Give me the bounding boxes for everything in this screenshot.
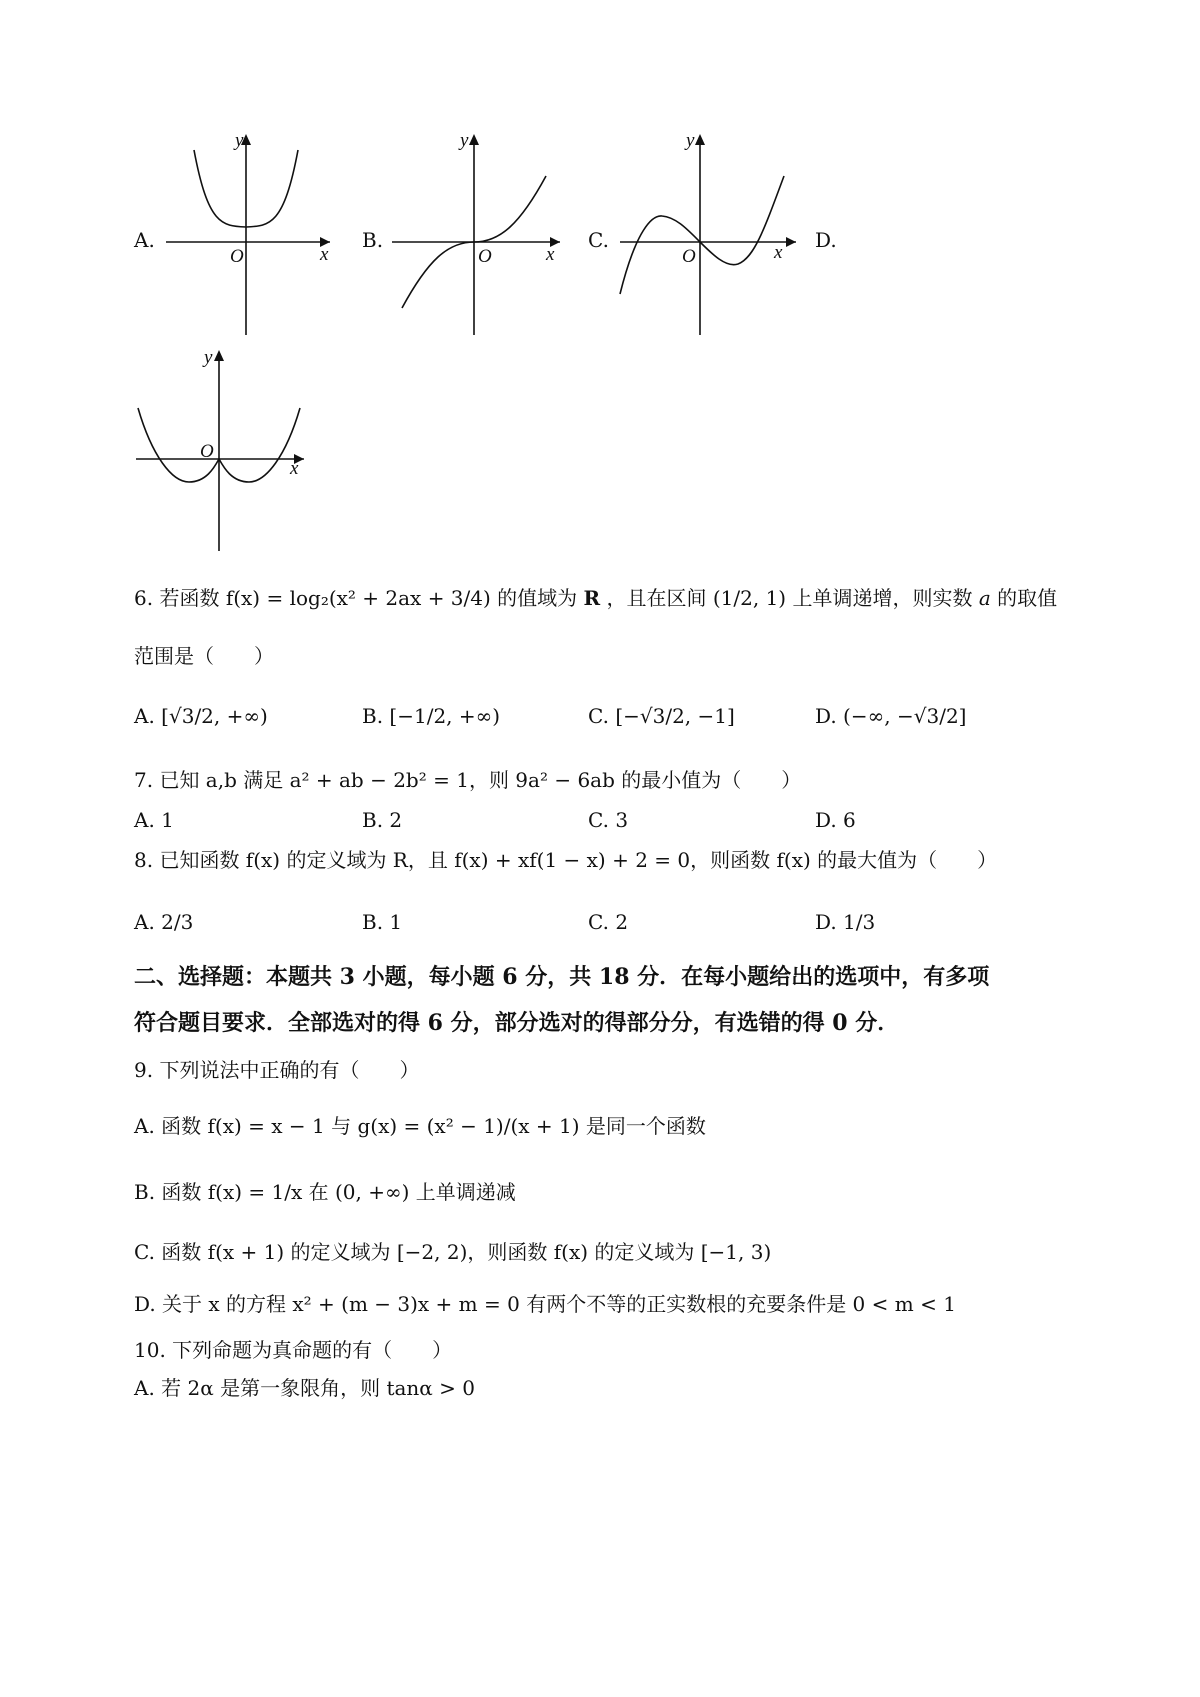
option-b-label: B.: [362, 228, 384, 252]
q7-option-c: C. 3: [588, 808, 629, 832]
q6-line1: [134, 584, 1057, 612]
q6-line2: 范围是（ ）: [134, 644, 274, 668]
origin-label: O: [200, 441, 214, 462]
q9-option-a: A. 函数 f(x) = x − 1 与 g(x) = (x² − 1)/(x + 1) 是同一个函数: [134, 1114, 706, 1138]
q7-stem: 7. 已知 a,b 满足 a² + ab − 2b² = 1，则 9a² − 6ab 的最小值为（ ）: [134, 768, 802, 792]
x-axis-label: x: [774, 242, 783, 263]
q8-option-b: B. 1: [362, 910, 403, 934]
section-2-header-line1: 二、选择题：本题共 3 小题，每小题 6 分，共 18 分．在每小题给出的选项中，有多项: [134, 964, 990, 990]
q7-option-a: A. 1: [134, 808, 174, 832]
x-axis-label: x: [320, 244, 329, 265]
origin-label: O: [682, 246, 696, 267]
q10-stem: 10. 下列命题为真命题的有（ ）: [134, 1338, 453, 1362]
curve-c: [620, 176, 784, 294]
graph-b: [388, 130, 578, 340]
q10-option-a: A. 若 2α 是第一象限角，则 tanα > 0: [134, 1376, 476, 1400]
q8-option-a: A. 2/3: [134, 910, 194, 934]
q8-stem: 8. 已知函数 f(x) 的定义域为 R，且 f(x) + xf(1 − x) + 2 = 0，则函数 f(x) 的最大值为（ ）: [134, 848, 998, 872]
section-2-header-line2: 符合题目要求．全部选对的得 6 分，部分选对的得部分分，有选错的得 0 分．: [134, 1010, 900, 1036]
x-arrow-icon: [786, 237, 796, 247]
option-d-label: D.: [815, 228, 837, 252]
q9-stem: 9. 下列说法中正确的有（ ）: [134, 1058, 420, 1082]
q6-text-suffix2: 的取值: [997, 586, 1058, 610]
q6-interval: (1/2, 1): [712, 586, 787, 610]
origin-label: O: [230, 246, 244, 267]
q6-text-mid2: ，且在区间: [606, 586, 707, 610]
q9-option-d: D. 关于 x 的方程 x² + (m − 3)x + m = 0 有两个不等的正实数根的充要条件是 0 < m < 1: [134, 1292, 956, 1316]
y-axis-label: y: [460, 130, 469, 151]
option-a-label: A.: [134, 228, 155, 252]
q6-option-a: A. [√3/2, +∞): [134, 704, 268, 728]
q9-option-b: B. 函数 f(x) = 1/x 在 (0, +∞) 上单调递减: [134, 1180, 516, 1204]
q8-option-c: C. 2: [588, 910, 629, 934]
q9-option-c: C. 函数 f(x + 1) 的定义域为 [−2, 2)，则函数 f(x) 的定义域为 [−1, 3): [134, 1240, 772, 1264]
x-axis-label: x: [290, 458, 299, 479]
q6-function: f(x) = log₂(x² + 2ax + 3/4): [225, 586, 491, 610]
q6-variable: a: [978, 586, 991, 610]
y-arrow-icon: [469, 134, 479, 145]
q6-option-d: D. (−∞, −√3/2]: [815, 704, 967, 728]
q8-option-d: D. 1/3: [815, 910, 876, 934]
q6-text-mid: 的值域为: [497, 586, 578, 610]
q7-option-b: B. 2: [362, 808, 403, 832]
q6-option-b: B. [−1/2, +∞): [362, 704, 501, 728]
y-axis-label: y: [235, 130, 244, 151]
y-arrow-icon: [695, 134, 705, 145]
y-axis-label: y: [686, 130, 695, 151]
graph-d: [132, 346, 322, 556]
q7-option-d: D. 6: [815, 808, 856, 832]
x-axis-label: x: [546, 244, 555, 265]
graph-c: [614, 130, 814, 340]
graph-a: [160, 130, 340, 340]
option-c-label: C.: [588, 228, 609, 252]
q6-reals: R: [583, 586, 601, 610]
q6-option-c: C. [−√3/2, −1]: [588, 704, 735, 728]
q6-text: 6. 若函数: [134, 586, 220, 610]
q6-text-suffix: 上单调递增，则实数: [792, 586, 973, 610]
y-axis-label: y: [204, 347, 213, 368]
origin-label: O: [478, 246, 492, 267]
y-arrow-icon: [214, 350, 224, 361]
